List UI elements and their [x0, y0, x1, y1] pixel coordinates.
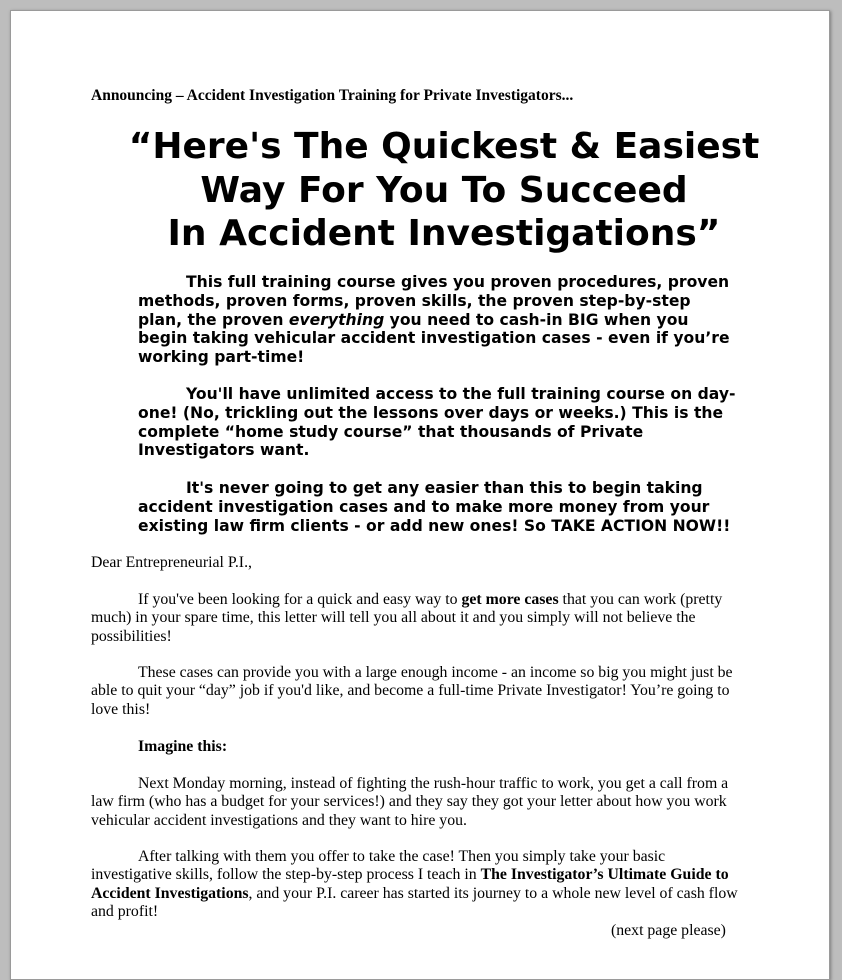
- subhead-2-line-4: Investigators want.: [138, 441, 310, 460]
- letter-paragraph-4: [91, 848, 751, 922]
- letter-p4-line-4: and profit!: [91, 903, 159, 921]
- bold-guide-title-part-1: The Investigator’s Ultimate Guide to: [480, 866, 729, 884]
- subhead-1-line-1: This full training course gives you proven procedures, proven: [186, 273, 730, 291]
- subhead-2-line-3: complete “home study course” that thousands of Private: [138, 422, 644, 441]
- subhead-paragraph-3: [138, 479, 758, 535]
- subhead-1-line-3: plan, the proven everything you need to cash-in BIG when you: [138, 310, 689, 329]
- salutation: Dear Entrepreneurial P.I.,: [91, 554, 252, 571]
- main-headline: [81, 125, 807, 256]
- headline-line-1: “Here's The Quickest & Easiest: [128, 126, 760, 167]
- subhead-2-line-1: You'll have unlimited access to the full training course on day-: [186, 385, 736, 403]
- letter-paragraph-2: [91, 664, 751, 719]
- next-page-note: (next page please): [611, 922, 726, 939]
- letter-p3-line-3: vehicular accident investigations and they want to hire you.: [91, 811, 467, 829]
- headline-line-2: Way For You To Succeed: [200, 169, 688, 211]
- letter-paragraph-1: [91, 591, 751, 646]
- bold-guide-title-part-2: Accident Investigations: [91, 884, 249, 902]
- subhead-3-line-2: accident investigation cases and to make more money from your: [138, 497, 710, 516]
- subhead-1-line-5: working part-time!: [138, 348, 305, 367]
- letter-p1-line-3: possibilities!: [91, 627, 172, 645]
- letter-p3-line-2: law firm (who has a budget for your services!) and they say they got your letter about how you work: [91, 793, 727, 811]
- subhead-paragraph-1: [138, 273, 758, 367]
- subhead-3-line-3: existing law firm clients - or add new ones! So TAKE ACTION NOW!!: [138, 516, 731, 535]
- letter-p4-line-2: investigative skills, follow the step-by-step process I teach in The Investigator’s Ultimate Guide to: [91, 866, 729, 884]
- letter-p2-line-1: These cases can provide you with a large enough income - an income so big you might just be: [138, 664, 733, 681]
- letter-p2-line-2: able to quit your “day” job if you'd like, and become a full-time Private Investigator! You’re going to: [91, 682, 730, 700]
- subhead-1-line-2: methods, proven forms, proven skills, the proven step-by-step: [138, 291, 691, 310]
- emphasis-everything: everything: [288, 310, 385, 329]
- imagine-heading: Imagine this:: [138, 738, 228, 755]
- letter-p1-line-2: much) in your spare time, this letter will tell you all about it and you simply will not believe the: [91, 609, 696, 627]
- bold-get-more-cases: get more cases: [461, 591, 559, 608]
- headline-line-3: In Accident Investigations”: [167, 213, 721, 254]
- letter-p1-line-1: If you've been looking for a quick and easy way to get more cases that you can work (pretty: [138, 591, 723, 608]
- letter-p2-line-3: love this!: [91, 700, 151, 718]
- subhead-paragraph-2: [138, 385, 758, 460]
- subhead-2-line-2: one! (No, trickling out the lessons over days or weeks.) This is the: [138, 403, 724, 422]
- letter-p3-line-1: Next Monday morning, instead of fighting the rush-hour traffic to work, you get a call from a: [138, 775, 729, 792]
- letter-paragraph-3: [91, 775, 751, 830]
- subhead-1-line-4: begin taking vehicular accident investigation cases - even if you’re: [138, 329, 730, 348]
- letter-p4-line-1: After talking with them you offer to take the case! Then you simply take your basic: [138, 848, 666, 865]
- document-page: [10, 10, 830, 980]
- subhead-3-line-1: It's never going to get any easier than this to begin taking: [186, 479, 703, 497]
- letter-p4-line-3: Accident Investigations, and your P.I. career has started its journey to a whole new level of cash flow: [91, 884, 738, 902]
- announcement-line: Announcing – Accident Investigation Training for Private Investigators...: [91, 87, 574, 104]
